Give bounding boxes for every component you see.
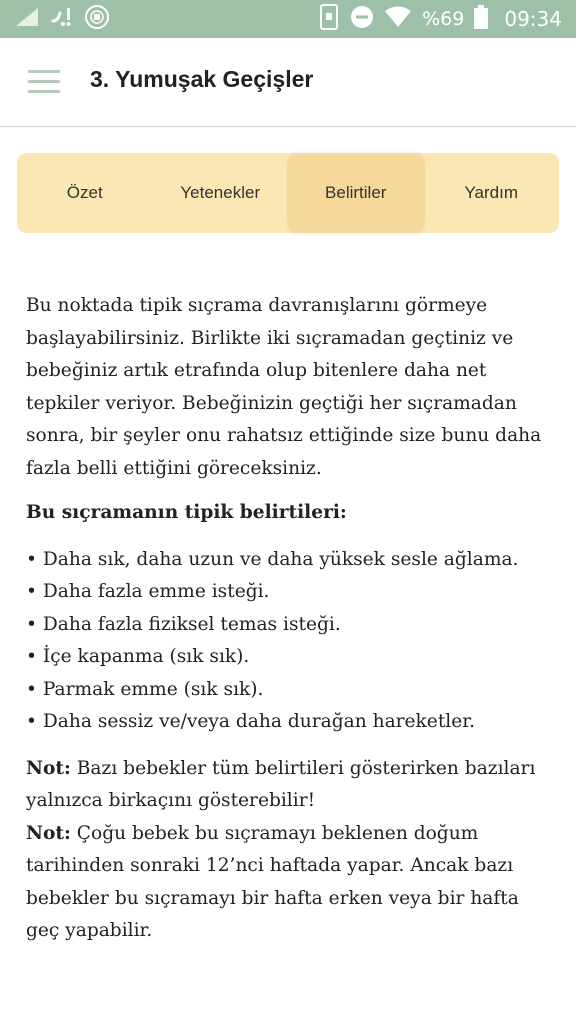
list-item: • Daha sessiz ve/veya daha durağan hareketler. [26,711,475,732]
tab-yetenekler[interactable]: Yetenekler [180,183,261,202]
list-item: • Daha fazla fiziksel temas isteği. [26,613,341,635]
clock: 09:34 [504,7,562,31]
list-item: • Daha fazla emme isteği. [26,581,270,602]
app-icon [84,4,110,35]
symptoms-heading: Bu sıçramanın tipik belirtileri: [26,502,347,523]
list-item: • Parmak emme (sık sık). [26,678,264,700]
tab-bar [17,153,559,233]
signal-icon [14,6,40,33]
tab-belirtiler[interactable]: Belirtiler [288,153,424,233]
list-item: • Daha sık, daha uzun ve daha yüksek sesle ağlama. [26,548,519,570]
wifi-icon [384,6,412,33]
hamburger-menu-icon[interactable] [28,68,62,96]
notification-icon [50,5,74,34]
article-content [26,290,556,948]
note-paragraph [26,753,556,818]
do-not-disturb-icon [350,5,374,34]
battery-icon [474,5,488,34]
list-item: • İçe kapanma (sık sık). [26,646,250,667]
page-title: 3. Yumuşak Geçişler [90,66,314,92]
note-text: Çoğu bebek bu sıçramayı beklenen doğum tarihinden sonraki 12’nci haftada yapar. Ancak bazı bebekler bu sıçramayı bir hafta erken veya bir hafta geç yapabilir. [26,822,519,941]
tab-ozet[interactable]: Özet [66,183,103,202]
note-paragraph [26,818,556,948]
portrait-lock-icon [318,4,340,35]
intro-paragraph: Bu noktada tipik sıçrama davranışlarını görmeye başlayabilirsiniz. Birlikte iki sıçramadan geçtiniz ve bebeğiniz artık etrafında olup bitenlere daha net tepkiler veriyor. Bebeğinizin geçtiği her sıçramadan sonra, bir şeyler onu rahatsız ettiğinde size bunu daha fazla belli ettiğini göreceksiniz. [26,295,542,479]
note-label: Not: [26,822,71,844]
app-bar [0,38,576,127]
note-label: Not: [26,757,71,779]
tab-yardim[interactable]: Yardım [464,183,519,202]
symptom-list [26,544,556,739]
status-bar [0,0,576,38]
note-text: Bazı bebekler tüm belirtileri gösterirken bazıları yalnızca birkaçını gösterebilir! [26,757,536,811]
battery-percent: %69 [422,8,465,30]
